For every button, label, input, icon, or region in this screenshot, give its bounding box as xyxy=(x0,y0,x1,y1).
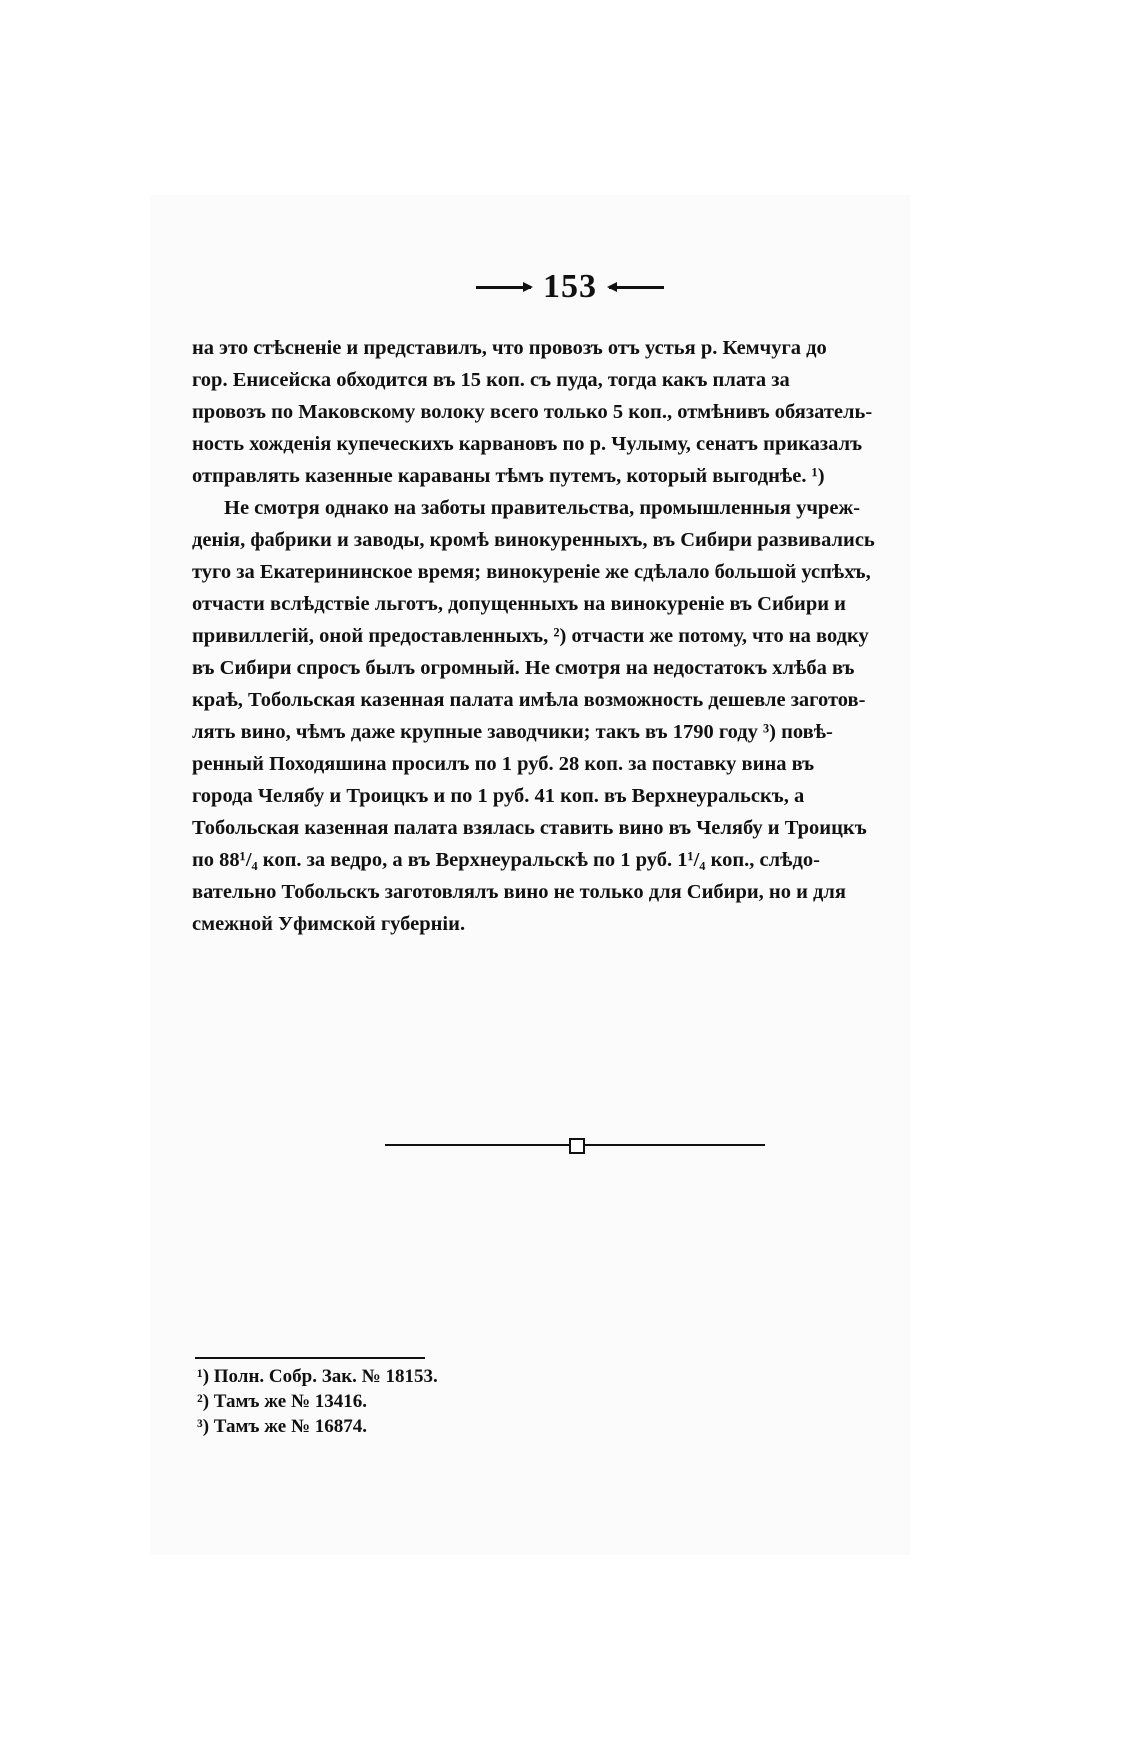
text-line: вательно Тобольскъ заготовлялъ вино не только для Сибири, но и для xyxy=(192,881,847,903)
footnote-rule xyxy=(195,1357,425,1359)
footnote-1: ¹) Полн. Собр. Зак. № 18153. xyxy=(197,1366,438,1387)
text-line: по 88¹/₄ коп. за ведро, а въ Верхнеуральскѣ по 1 руб. 1¹/₄ коп., слѣдо- xyxy=(192,849,820,871)
text-line: города Челябу и Троицкъ и по 1 руб. 41 коп. въ Верхнеуральскъ, а xyxy=(192,785,805,807)
text-line: на это стѣсненіе и представилъ, что провозъ отъ устья р. Кемчуга до xyxy=(192,337,827,359)
paragraph-1 xyxy=(192,332,944,492)
text-line: гор. Енисейска обходится въ 15 коп. съ пуда, тогда какъ плата за xyxy=(192,369,790,391)
bleed-line xyxy=(190,960,950,996)
text-line: смежной Уфимской губерніи. xyxy=(192,913,466,935)
text-line: въ Сибири спросъ былъ огромный. Не смотря на недостатокъ хлѣба въ xyxy=(192,657,855,679)
text-line: ренный Походяшина просилъ по 1 руб. 28 коп. за поставку вина въ xyxy=(192,753,815,775)
header-ornament-right xyxy=(609,286,664,289)
text-line: лять вино, чѣмъ даже крупные заводчики; такъ въ 1790 году ³) повѣ- xyxy=(192,721,833,743)
header-ornament-left xyxy=(476,286,531,289)
footnote-2: ²) Тамъ же № 13416. xyxy=(197,1391,368,1412)
text-line: денія, фабрики и заводы, кромѣ винокуренныхъ, въ Сибири развивались xyxy=(192,529,875,551)
main-text xyxy=(192,332,944,940)
text-line: Тобольская казенная палата взялась ставить вино въ Челябу и Троицкъ xyxy=(192,817,867,839)
page-header xyxy=(190,268,950,306)
section-divider-ornament xyxy=(385,1138,765,1152)
text-line: краѣ, Тобольская казенная палата имѣла возможность дешевле заготов- xyxy=(192,689,866,711)
text-line: Не смотря однако на заботы правительства, промышленныя учреж- xyxy=(224,497,861,519)
divider-center-ornament xyxy=(569,1138,585,1154)
text-line: туго за Екатерининское время; винокуреніе же сдѣлало большой успѣхъ, xyxy=(192,561,871,583)
text-line: отправлять казенные караваны тѣмъ путемъ, который выгоднѣе. ¹) xyxy=(192,465,825,487)
footnotes xyxy=(197,1364,597,1439)
paragraph-2 xyxy=(192,492,944,940)
page-number: 153 xyxy=(543,268,597,305)
text-line: провозъ по Маковскому волоку всего только 5 коп., отмѣнивъ обязатель- xyxy=(192,401,873,423)
text-line: ность хожденія купеческихъ карвановъ по р. Чулыму, сенатъ приказалъ xyxy=(192,433,863,455)
text-line: отчасти вслѣдствіе льготъ, допущенныхъ на винокуреніе въ Сибири и xyxy=(192,593,846,615)
footnote-3: ³) Тамъ же № 16874. xyxy=(197,1416,368,1437)
text-line: привиллегій, оной предоставленныхъ, ²) отчасти же потому, что на водку xyxy=(192,625,869,647)
